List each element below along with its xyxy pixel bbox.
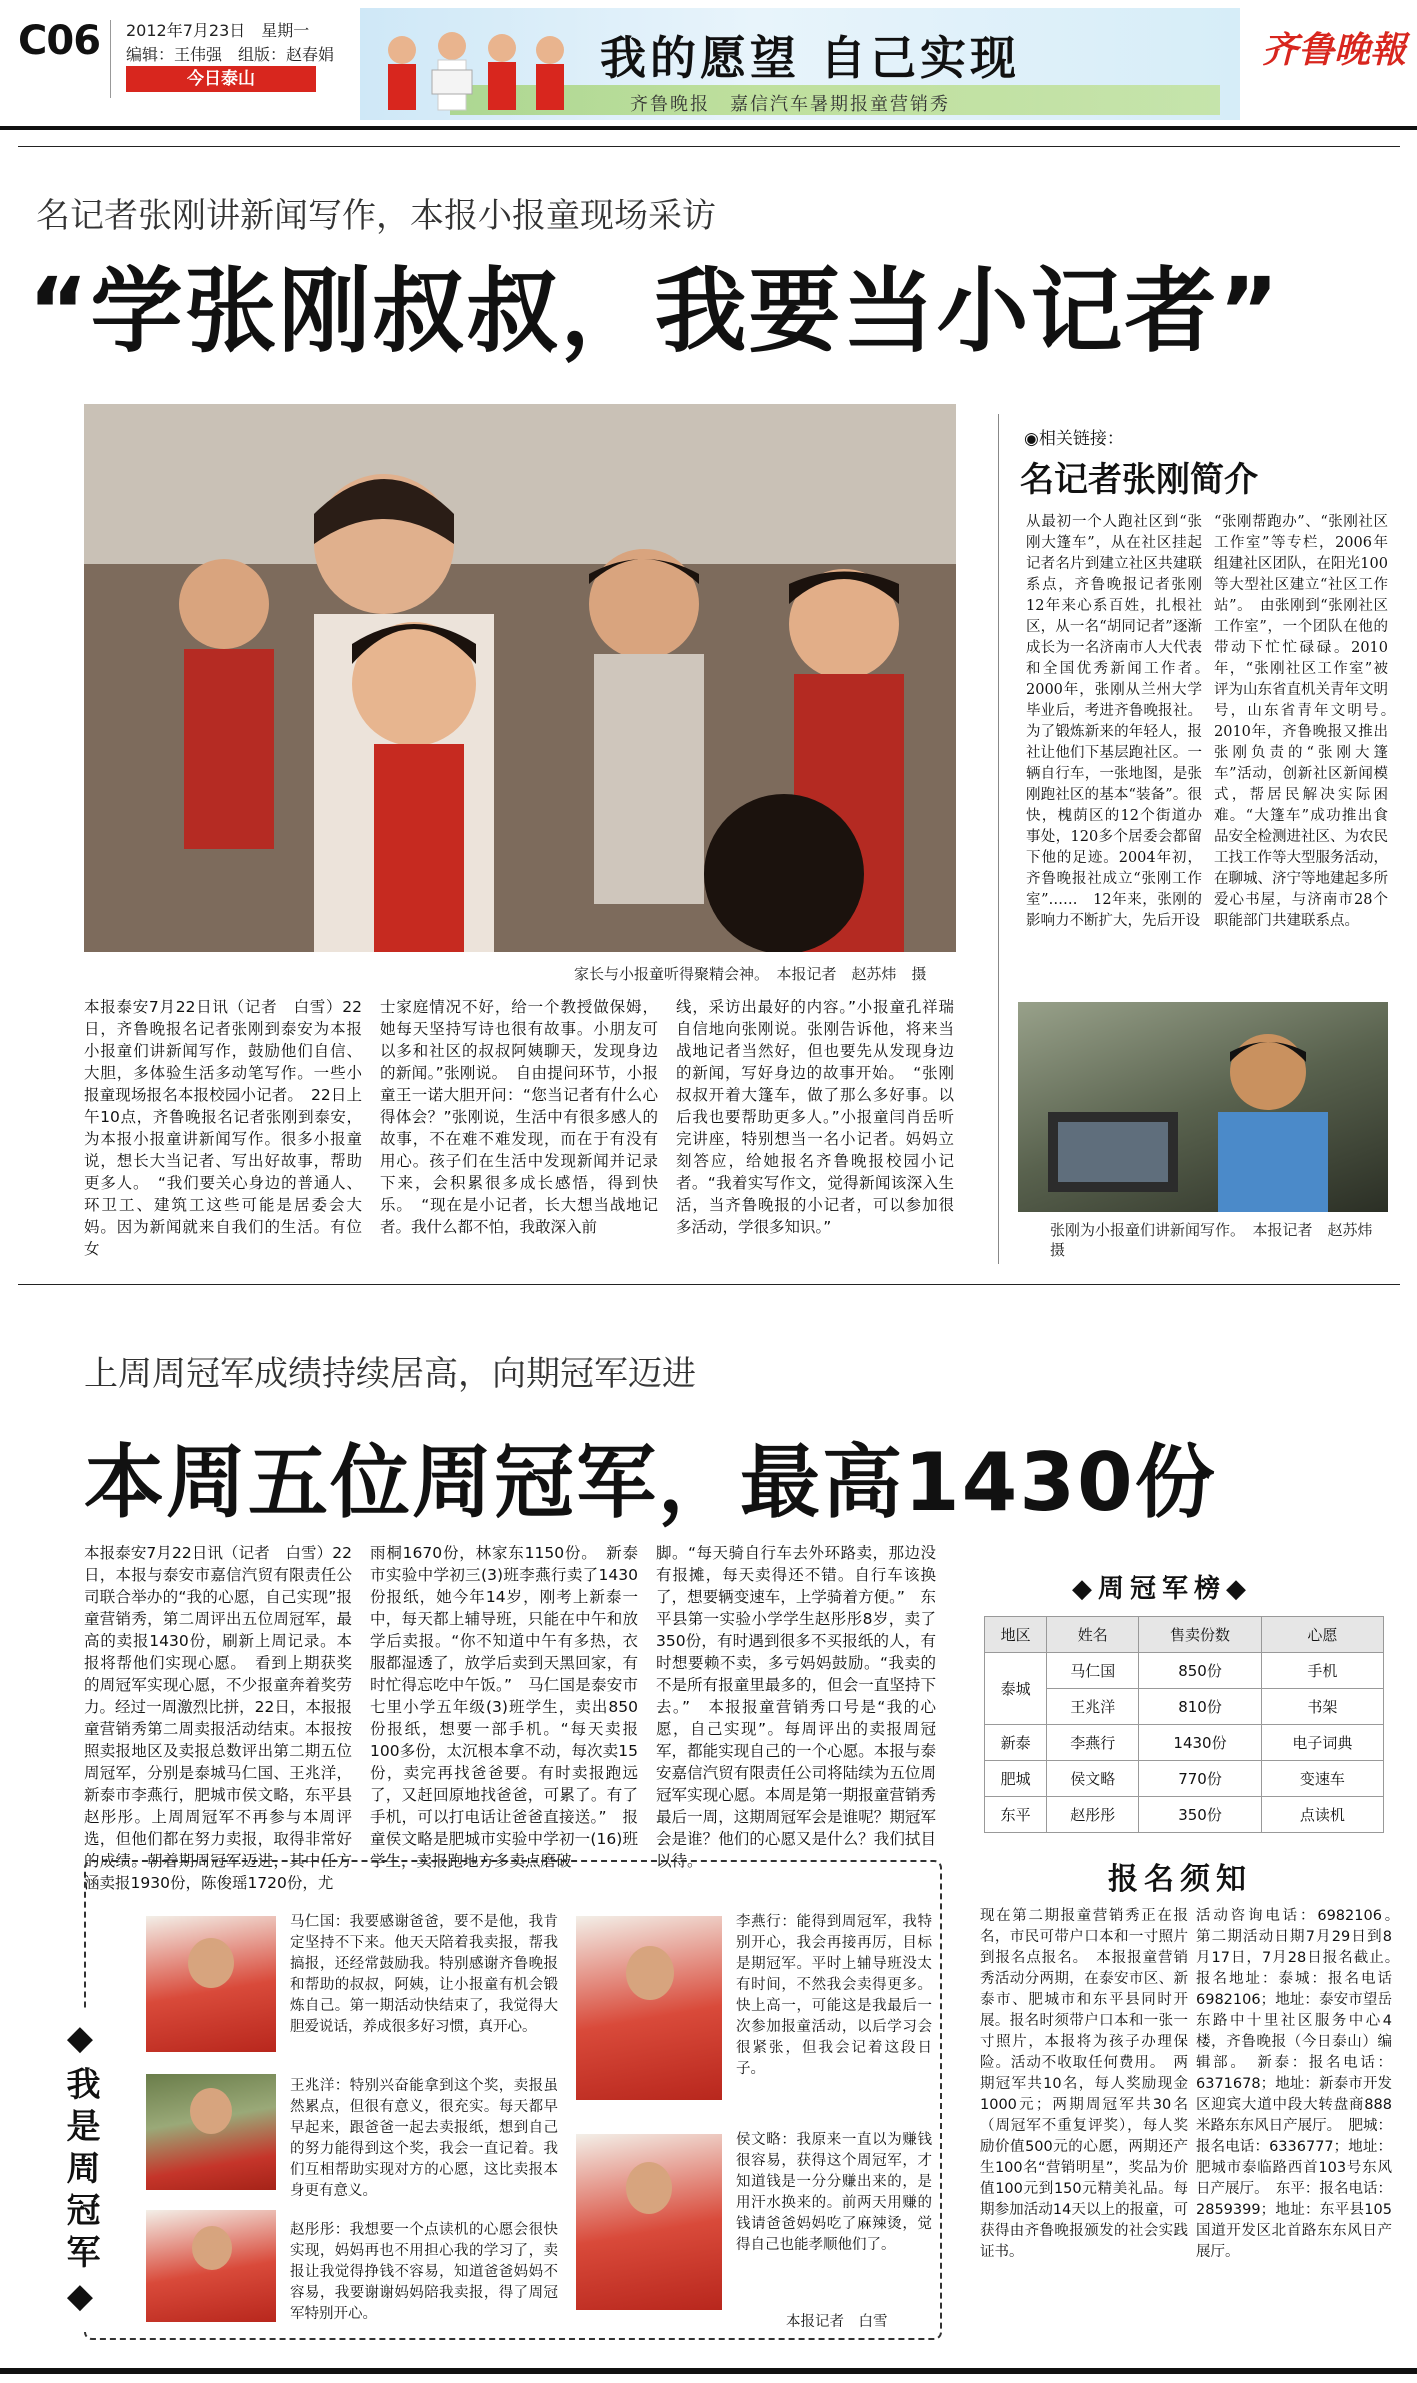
story1-headline: “学张刚叔叔，我要当小记者” <box>28 258 1281 365</box>
main-photo-caption: 家长与小报童听得聚精会神。 本报记者 赵苏炜 摄 <box>574 965 927 983</box>
ranking-header: 售卖份数 <box>1139 1617 1261 1653</box>
story1-col2: 士家庭情况不好，给一个教授做保姆，她每天坚持写诗也很有故事。小朋友可以多和社区的叔叔阿姨聊天，发现身边的新闻。”张刚说。 自由提问环节，小报童王一诺大胆开问：“您当记者有什么心得体会？”张刚说，生活中有很多感人的故事，不在难不难发现，而在于有没有用心。孩子们在生活中发现新闻并记录下来，会积累很多成长感悟，得到快乐。 “现在是小记者，长大想当战地记者。我什么都不怕，我敢深入前 <box>380 998 658 1236</box>
related-title: 名记者张刚简介 <box>1020 460 1258 500</box>
name-cell: 侯文略 <box>1047 1761 1139 1797</box>
area-cell: 新泰 <box>985 1725 1047 1761</box>
champions-byline: 本报记者 白雪 <box>786 2314 888 2330</box>
bottom-rule <box>0 2368 1417 2374</box>
kids-illustration <box>372 20 582 116</box>
story1-kicker: 名记者张刚讲新闻写作，本报小报童现场采访 <box>36 196 716 236</box>
quote-li: 李燕行：能得到周冠军，我特别开心，我会再接再厉，目标是期冠军。平时上辅导班没太有时间，不然我会卖得更多。快上高一，可能这是我最后一次参加报童活动，以后学习会很紧张，但我会记着这段日子。 <box>736 1914 932 2077</box>
count-cell: 350份 <box>1139 1797 1261 1833</box>
bio-col1: 从最初一个人跑社区到“张刚大篷车”，从在社区挂起记者名片到建立社区共建联系点，齐鲁晚报记者张刚12年来心系百姓，扎根社区，从一名“胡同记者”逐渐成长为一名济南市人大代表和全国优秀新闻工作者。 2000年，张刚从兰州大学毕业后，考进齐鲁晚报社。为了锻炼新来的年轻人，报社让他们下基层跑社区。一辆自行车，一张地图，是张刚跑社区的基本“装备”。很快，槐荫区的12个街道办事处，120多个居委会都留下他的足迹。2004年初，齐鲁晚报社成立“张刚工作室”…… 12年来，张刚的影响力不断扩大，先后开设 <box>1026 514 1217 929</box>
banner-title: 我的愿望 自己实现 <box>600 31 1021 85</box>
zhanggang-caption: 张刚为小报童们讲新闻写作。 本报记者 赵苏炜 摄 <box>1050 1221 1388 1259</box>
story2-col1: 本报泰安7月22日讯（记者 白雪）22日，本报与泰安市嘉信汽贸有限责任公司联合举办的“我的心愿，自己实现”报童营销秀，第二周评出五位周冠军，最高的卖报1430份，刷新上周记录。本报将帮他们实现心愿。 看到上期获奖的周冠军实现心愿，不少报童奔着奖劳力。经过一周激烈比拼，22日，本报报童营销秀第二周卖报活动结束。本报按照卖报地区及卖报总数评出第二期五位周冠军，分别是泰城马仁国、王兆洋，新泰市李燕行，肥城市侯文略，东平县赵彤彤。上周周冠军不再参与本周评选，但他们都在努力卖报，取得非常好的成绩。朝着期周冠军迈进，其中任方涵卖报1930份，陈俊瑶1720份，尤 <box>84 1544 352 1892</box>
quote-ma: 马仁国：我要感谢爸爸，要不是他，我肯定坚持不下来。他天天陪着我卖报，帮我搞报，还经常鼓励我。特别感谢齐鲁晚报和帮助的叔叔，阿姨，让小报童有机会锻炼自己。第一期活动快结束了，我觉得大胆爱说话，养成很多好习惯，真开心。 <box>290 1914 558 2035</box>
name-cell: 王兆洋 <box>1047 1689 1139 1725</box>
story2-kicker: 上周周冠军成绩持续居高，向期冠军迈进 <box>84 1354 696 1394</box>
area-cell: 东平 <box>985 1797 1047 1833</box>
name-cell: 马仁国 <box>1047 1653 1139 1689</box>
story2-col2: 雨桐1670份，林家东1150份。 新泰市实验中学初三(3)班李燕行卖了1430份报纸，她今年14岁，刚考上新泰一中，每天都上辅导班，只能在中午和放学后卖报。“你不知道中午有多热，衣服都湿透了，放学后卖到天黑回家，有时忙得忘吃中午饭。” 马仁国是泰安市七里小学五年级(3)班学生，卖出850份报纸，想要一部手机。“每天卖报100多份，太沉根本拿不动，每次卖15份，卖完再找爸爸要。有时卖报跑远了，又赶回原地找爸爸，可累了。有了手机，可以打电话让爸爸直接送。” 报童侯文略是肥城市实验中学初一(16)班学生，卖报跑地方多卖点磨破 <box>370 1544 638 1870</box>
ranking-title: ◆周冠军榜◆ <box>1072 1574 1252 1604</box>
notice-col1: 现在第二期报童营销秀正在报名，市民可带户口本和一寸照片到报名点报名。 本报报童营销秀活动分两期，在泰安市区、新泰市、肥城市和东平县同时开展。报名时须带户口本和一张一寸照片，本报将为孩子办理保险。活动不收取任何费用。 两期冠军共10名，每人奖励现金1000元；两期周冠军共30名（周冠军不重复评奖），每人奖励价值500元的心愿，两期还产生100名“营销明星”，奖品为价值100元到150元精美礼品。每期参加活动14天以上的报童，可获得由齐鲁晚报颁发的社会实践证书。 <box>980 1908 1188 2260</box>
ranking-header-row <box>985 1617 1384 1653</box>
champion-photo-wang <box>146 2074 276 2190</box>
wish-cell: 变速车 <box>1261 1761 1383 1797</box>
story1-col1: 本报泰安7月22日讯（记者 白雪）22日，齐鲁晚报名记者张刚到泰安为本报小报童们讲新闻写作，鼓励他们自信、大胆，多体验生活多动笔写作。一些小报童现场报名本报校园小记者。 22日上午10点，齐鲁晚报名记者张刚到泰安，为本报小报童讲新闻写作。很多小报童说，想长大当记者、写出好故事，帮助更多人。 “我们要关心身边的普通人、环卫工、建筑工这些可能是居委会大妈。因为新闻就来自我们的生活。有位女 <box>84 998 362 1258</box>
zhanggang-photo <box>1018 1002 1388 1212</box>
main-photo <box>84 404 956 952</box>
ranking-header: 心愿 <box>1261 1617 1383 1653</box>
story2-col3: 脚。“每天骑自行车去外环路卖，那边没有报摊，每天卖得还不错。自行车该换了，想要辆变速车，上学骑着方便。” 东平县第一实验小学学生赵彤彤8岁，卖了350份，有时遇到很多不买报纸的人，有时想要赖不卖，多亏妈妈鼓励。“我卖的不是所有报童里最多的，但会一直坚持下去。” 本报报童营销秀口号是“我的心愿，自己实现”。每周评出的卖报周冠军，都能实现自己的一个心愿。本报与泰安嘉信汽贸有限责任公司将陆续为五位周冠军实现心愿。本周是第一期报童营销秀最后一周，这期周冠军会是谁呢？期冠军会是谁？他们的心愿又是什么？我们拭目以待。 <box>656 1544 936 1870</box>
table-row <box>985 1725 1384 1761</box>
count-cell: 810份 <box>1139 1689 1261 1725</box>
wish-cell: 书架 <box>1261 1689 1383 1725</box>
wish-cell: 电子词典 <box>1261 1725 1383 1761</box>
page-number: C06 <box>18 18 101 64</box>
notice-title: 报名须知 <box>1108 1862 1252 1897</box>
area-cell: 泰城 <box>985 1653 1047 1725</box>
champions-label: ◆我是周冠军◆ <box>56 2010 105 2332</box>
wish-cell: 手机 <box>1261 1653 1383 1689</box>
section-divider-2 <box>18 1284 1400 1285</box>
newspaper-logo: 齐鲁晚報 <box>1262 29 1407 71</box>
issue-date: 2012年7月23日 星期一 <box>126 21 310 40</box>
ranking-table <box>984 1616 1384 1833</box>
table-row <box>985 1761 1384 1797</box>
champion-photo-zhao <box>146 2210 276 2322</box>
wish-cell: 点读机 <box>1261 1797 1383 1833</box>
champion-photo-hou <box>576 2134 722 2310</box>
main-photo-scene <box>84 404 956 952</box>
count-cell: 770份 <box>1139 1761 1261 1797</box>
sidebar-rule <box>998 414 999 1264</box>
bio-col2: “张刚帮跑办”、“张刚社区工作室”等专栏，2006年组建社区团队，在阳光100等大型社区建立“社区工作站”。 由张刚到“张刚社区工作室”，一个团队在他的带动下忙忙碌碌。2010年，“张刚社区工作室”被评为山东省直机关青年文明号，山东省青年文明号。 2010年，齐鲁晚报又推出张刚负责的“张刚大篷车”活动，创新社区新闻模式，帮居民解决实际困难。“大篷车”成功推出食品安全检测进社区、为农民工找工作等大型服务活动，在聊城、济宁等地建起多所爱心书屋，与济南市28个职能部门共建联系点。 <box>1214 514 1403 929</box>
name-cell: 赵彤彤 <box>1047 1797 1139 1833</box>
champion-photo-ma <box>146 1916 276 2052</box>
table-row <box>985 1653 1384 1689</box>
story2-headline: 本周五位周冠军，最高1430份 <box>84 1436 1217 1529</box>
count-cell: 850份 <box>1139 1653 1261 1689</box>
count-cell: 1430份 <box>1139 1725 1261 1761</box>
name-cell: 李燕行 <box>1047 1725 1139 1761</box>
quote-zhao: 赵彤彤：我想要一个点读机的心愿会很快实现，妈妈再也不用担心我的学习了，卖报让我觉得挣钱不容易，知道爸爸妈妈不容易，我要谢谢妈妈陪我卖报，得了周冠军特别开心。 <box>290 2222 558 2322</box>
related-label: ◉相关链接： <box>1024 429 1124 449</box>
ranking-header: 地区 <box>985 1617 1047 1653</box>
ranking-header: 姓名 <box>1047 1617 1139 1653</box>
masthead-divider <box>110 20 111 98</box>
story1-col3: 线，采访出最好的内容。”小报童孔祥瑞自信地向张刚说。张刚告诉他，将来当战地记者当然好，但也要先从发现身边的新闻，写好身边的故事开始。 “张刚叔叔开着大篷车，做了那么多好事。以后我也要帮助更多人。”小报童闫肖岳听完讲座，特别想当一名小记者。妈妈立刻答应，给她报名齐鲁晚报校园小记者。“我着实写作文，觉得新闻该深入生活，当齐鲁晚报的小记者，可以参加很多活动，学很多知识。” <box>676 998 954 1236</box>
section-divider <box>18 146 1400 147</box>
champion-photo-li <box>576 1916 722 2100</box>
table-row <box>985 1797 1384 1833</box>
banner-subtitle: 齐鲁晚报 嘉信汽车暑期报童营销秀 <box>630 94 950 115</box>
section-tag: 今日泰山 <box>126 66 316 92</box>
quote-wang: 王兆洋：特别兴奋能拿到这个奖，卖报虽然累点，但很有意义，很充实。每天都早早起来，跟爸爸一起去卖报纸，想到自己的努力能得到这个奖，我会一直记着。我们互相帮助实现对方的心愿，这比卖报本身更有意义。 <box>290 2078 558 2199</box>
area-cell: 肥城 <box>985 1761 1047 1797</box>
quote-hou: 侯文略：我原来一直以为赚钱很容易，获得这个周冠军，才知道钱是一分分赚出来的，是用汗水换来的。前两天用赚的钱请爸爸妈妈吃了麻辣烫，觉得自己也能孝顺他们了。 <box>736 2132 932 2253</box>
editor-credits: 编辑：王伟强 组版：赵春娟 <box>126 45 335 64</box>
notice-col2: 活动咨询电话：6982106。 第二期活动日期7月29日到8月17日，7月28日报名截止。 报名地址：泰城：报名电话6982106；地址：泰安市望岳东路中十里社区服务中心4楼，齐鲁晚报（今日泰山）编辑部。 新泰：报名电话：6371678；地址：新泰市开发区迎宾大道中段大转盘商888米路东东风日产展厅。 肥城：报名电话：6336777；地址：肥城市泰临路西首103号东风日产展厅。 东平：报名电话：2859399；地址：东平县105国道开发区北首路东东风日产展厅。 <box>1196 1908 1407 2260</box>
zhanggang-scene <box>1018 1002 1388 1212</box>
